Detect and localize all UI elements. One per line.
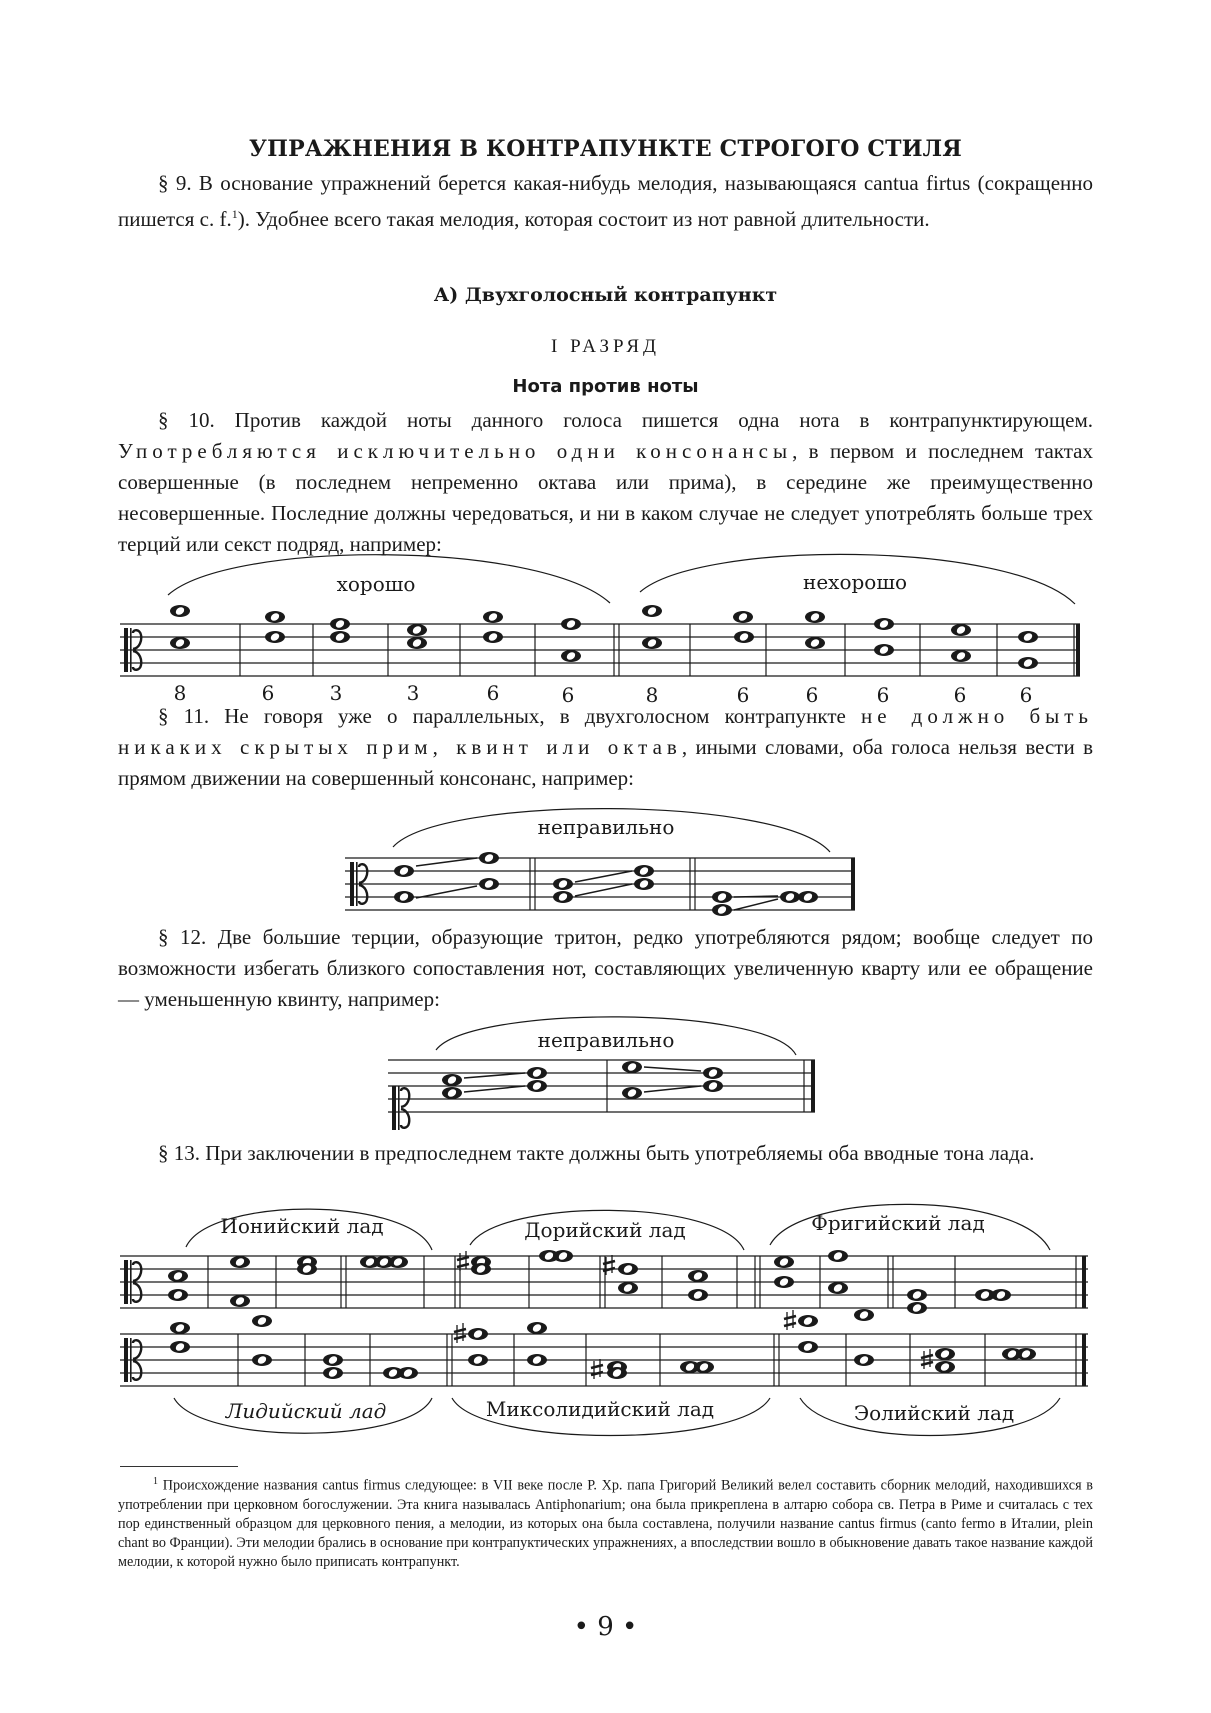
example-1-staff [120, 554, 1080, 707]
paragraph-11-emphasis: не должно быть никаких скрытых прим, квинт или октав [118, 704, 1093, 759]
paragraph-10-text: § 10. Против каждой ноты данного голоса пишется одна нота в контрапунктирующем. [158, 408, 1093, 432]
interval-number: 3 [406, 681, 420, 705]
example-3-staff [388, 1017, 815, 1130]
paragraph-11-text: § 11. Не говоря уже о параллельных, в двухголосном контрапункте [158, 704, 861, 728]
example-1-bad-label: нехорошо [803, 570, 907, 594]
footnote [118, 1472, 1093, 1572]
mode-label-ionian: Ионийский лад [220, 1214, 384, 1238]
paragraph-12: § 12. Две большие терции, образующие тритон, редко употребляются рядом; вообще следует по возможности избегать близкого сопоставления нот, составляющих увеличенную кварту или ее обращение — уменьшенную квинту, например: [118, 925, 1093, 1011]
modes-staff-bottom [120, 1309, 1088, 1436]
paragraph-10-emphasis: Употребляются исключительно одни консонансы [118, 439, 793, 463]
section-heading-razryad: I РАЗРЯД [551, 336, 660, 357]
example-2-staff [345, 809, 855, 916]
interval-number: 8 [173, 681, 187, 705]
section-heading-nota: Нота против ноты [512, 376, 699, 397]
mode-label-mixolydian: Миксолидийский лад [485, 1397, 715, 1421]
paragraph-11-tail: , иными словами, оба голоса нельзя вести в прямом движении на совершенный консонанс, например: [118, 735, 1093, 790]
page-title: УПРАЖНЕНИЯ В КОНТРАПУНКТЕ СТРОГОГО СТИЛЯ [249, 136, 962, 162]
interval-number: 6 [876, 683, 890, 707]
page-number: • 9 • [573, 1612, 638, 1642]
paragraph-10-tail: , в первом и последнем тактах совершенные (в последнем непременно октава или прима), в середине же преимущественно несовершенные. Последние должны чередоваться, и ни в каком случае не следует употреблять больше трех терций или секст подряд, например: [118, 439, 1093, 556]
mode-label-dorian: Дорийский лад [524, 1218, 686, 1242]
paragraph-9-tail: ). Удобнее всего такая мелодия, которая состоит из нот равной длительности. [237, 207, 930, 231]
interval-number: 6 [261, 681, 275, 705]
interval-number: 6 [561, 683, 575, 707]
interval-number: 6 [736, 683, 750, 707]
interval-number: 3 [329, 681, 343, 705]
interval-number: 6 [1019, 683, 1033, 707]
section-heading-a: А) Двухголосный контрапункт [433, 284, 778, 306]
interval-number: 8 [645, 683, 659, 707]
example-1-intervals [174, 681, 1033, 707]
example-3-label: неправильно [537, 1028, 675, 1052]
mode-label-phrygian: Фригийский лад [811, 1211, 985, 1235]
mode-label-lydian: Лидийский лад [225, 1399, 387, 1423]
footnote-ref[interactable]: 1 [231, 207, 238, 221]
mode-label-aeolian: Эолийский лад [853, 1401, 1015, 1425]
footnote-divider [120, 1466, 238, 1467]
modes-staff-top [120, 1204, 1088, 1314]
footnote-text: Происхождение названия cantus firmus следующее: в VII веке после Р. Хр. папа Григорий Великий велел составить сборник мелодий, находившихся в употреблении при церковном богослужении. Эта книга называлась Antiphonarium; она была прикреплена в алтарю собора св. Петра в Риме и считалась с тех пор единственный образцом для церковного пения, а мелодии, из которых она была составлена, получили название cantus firmus (canto fermo в Италии, plein chant во Франции). Эти мелодии брались в основание при контрапуктических упражнениях, а впоследствии вошло в обыкновение давать такое название каждой мелодии, к которой нужно было приписать контрапункт. [118, 1477, 1094, 1570]
paragraph-13: § 13. При заключении в предпоследнем такте должны быть употребляемы оба вводные тона лада. [158, 1141, 1035, 1165]
interval-number: 6 [805, 683, 819, 707]
example-1-good-label: хорошо [336, 572, 416, 596]
interval-number: 6 [486, 681, 500, 705]
interval-number: 6 [953, 683, 967, 707]
example-2-label: неправильно [537, 815, 675, 839]
footnote-mark: 1 [153, 1476, 158, 1487]
paragraph-9-text: § 9. В основание упражнений берется какая-нибудь мелодия, называющаяся cantua firtus (сокращенно пишется c. f. [118, 171, 1093, 231]
